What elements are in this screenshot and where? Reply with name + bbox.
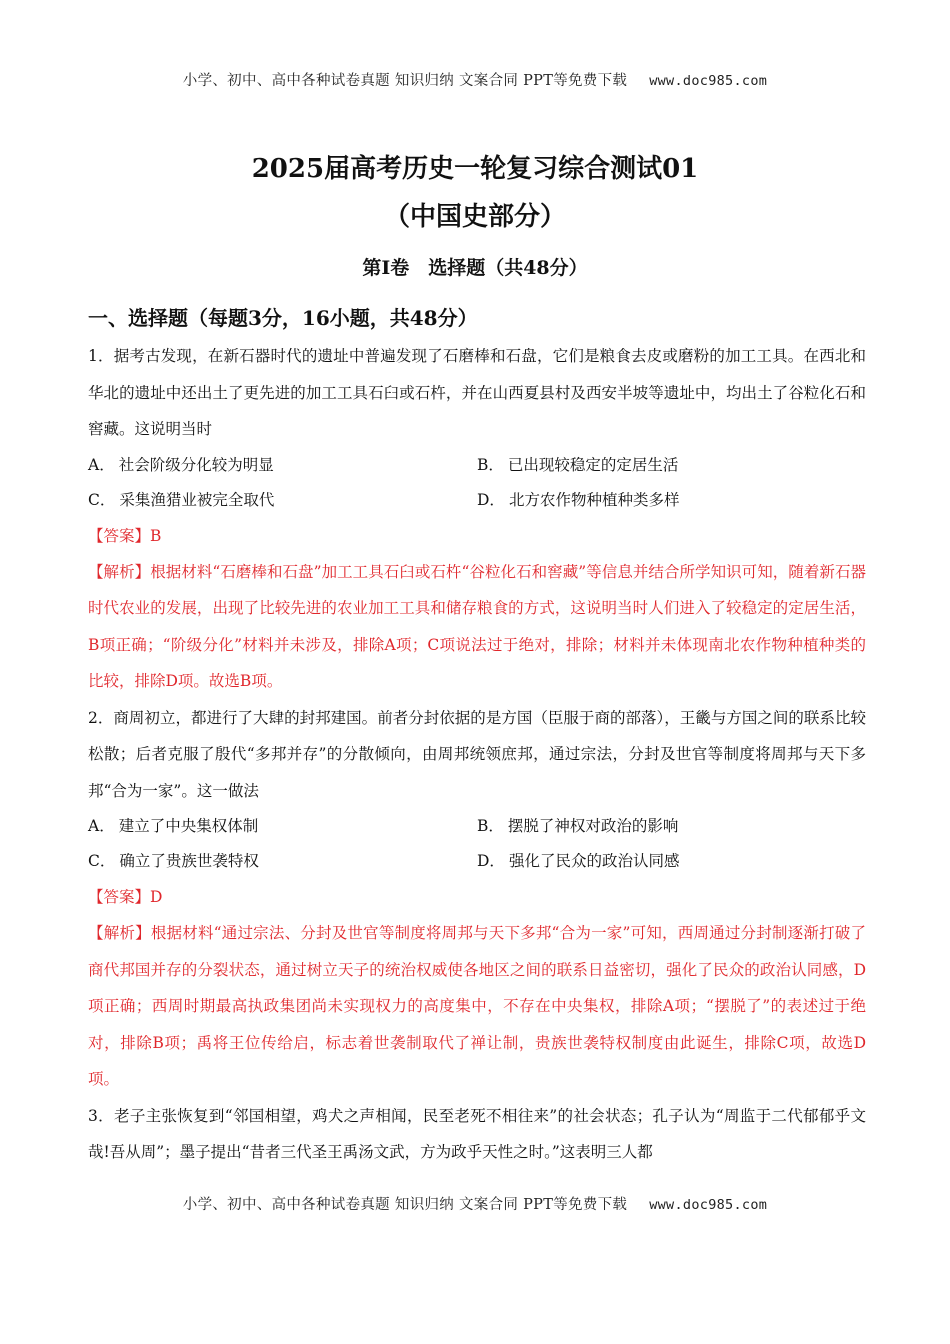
- option-d: D． 北方农作物种植种类多样: [477, 490, 680, 509]
- page-header: [0, 69, 950, 90]
- option-a: A． 建立了中央集权体制: [88, 817, 259, 835]
- question-stem: 3．老子主张恢复到“邻国相望，鸡犬之声相闻，民至老死不相往来”的社会状态；孔子认为“周监于二代郁郁乎文哉!吾从周”；墨子提出“昔者三代圣王禹汤文武，方为政乎天性之时。”这表明三人都: [88, 1106, 866, 1161]
- questions-area: [88, 338, 866, 1171]
- options: [88, 809, 866, 879]
- analysis-text: 根据材料“通过宗法、分封及世官等制度将周邦与天下多邦“合为一家”可知，西周通过分封制逐渐打破了商代邦国并存的分裂状态，通过树立天子的统治权威使各地区之间的联系日益密切，强化了民众的政治认同感，D项正确；西周时期最高执政集团尚未实现权力的高度集中，不存在中央集权，排除A项；“摆脱了”的表述过于绝对，排除B项；禹将王位传给启，标志着世袭制取代了禅让制，贵族世袭特权制度由此诞生，排除C项，故选D项。: [88, 924, 866, 1088]
- answer-line: [88, 879, 866, 915]
- question-3: [88, 1098, 866, 1171]
- footer-text: 小学、初中、高中各种试卷真题 知识归纳 文案合同 PPT等免费下载: [182, 1197, 628, 1213]
- header-url[interactable]: www.doc985.com: [649, 73, 768, 89]
- volume-heading: 第Ⅰ卷 选择题（共48分）: [362, 257, 588, 279]
- option-b: B． 已出现较稳定的定居生活: [477, 455, 679, 474]
- answer-value: D: [150, 888, 163, 906]
- options: [88, 448, 866, 518]
- analysis: [88, 915, 866, 1098]
- answer-label: 【答案】: [88, 526, 151, 545]
- question-1: [88, 338, 866, 700]
- header-text: 小学、初中、高中各种试卷真题 知识归纳 文案合同 PPT等免费下载: [182, 73, 628, 89]
- question-stem: 2．商周初立，都进行了大肆的封邦建国。前者分封依据的是方国（臣服于商的部落），王畿与方国之间的联系比较松散；后者克服了殷代“多邦并存”的分散倾向，由周邦统领庶邦，通过宗法，分封及世官等制度将周邦与天下多邦“合为一家”。这一做法: [88, 708, 866, 800]
- exam-title: 2025届高考历史一轮复习综合测试01: [251, 154, 699, 184]
- option-b: B． 摆脱了神权对政治的影响: [477, 817, 679, 835]
- answer-line: [88, 518, 866, 554]
- section-heading: 一、选择题（每题3分，16小题，共48分）: [88, 306, 478, 330]
- option-c: C． 采集渔猎业被完全取代: [88, 490, 275, 509]
- footer-url[interactable]: www.doc985.com: [649, 1197, 768, 1213]
- question-2: [88, 700, 866, 1098]
- page-footer: [0, 1193, 950, 1214]
- option-a: A． 社会阶级分化较为明显: [88, 455, 274, 474]
- answer-value: B: [150, 526, 162, 545]
- exam-subtitle: （中国史部分）: [383, 202, 566, 232]
- answer-label: 【答案】: [88, 888, 151, 906]
- question-stem: 1．据考古发现，在新石器时代的遗址中普遍发现了石磨棒和石盘，它们是粮食去皮或磨粉的加工工具。在西北和华北的遗址中还出土了更先进的加工工具石臼或石杵，并在山西夏县村及西安半坡等遗址中，均出土了谷粒化石和窖藏。这说明当时: [88, 347, 866, 438]
- analysis: [88, 554, 866, 700]
- option-c: C． 确立了贵族世袭特权: [88, 852, 259, 870]
- option-d: D． 强化了民众的政治认同感: [477, 852, 680, 870]
- analysis-label: 【解析】: [88, 562, 151, 581]
- analysis-label: 【解析】: [88, 924, 151, 942]
- analysis-text: 根据材料“石磨棒和石盘”加工工具石臼或石杵“谷粒化石和窖藏”等信息并结合所学知识可知，随着新石器时代农业的发展，出现了比较先进的农业加工工具和储存粮食的方式，这说明当时人们进入了较稳定的定居生活，B项正确；“阶级分化”材料并未涉及，排除A项；C项说法过于绝对，排除；材料并未体现南北农作物种植种类的比较，排除D项。故选B项。: [88, 562, 866, 690]
